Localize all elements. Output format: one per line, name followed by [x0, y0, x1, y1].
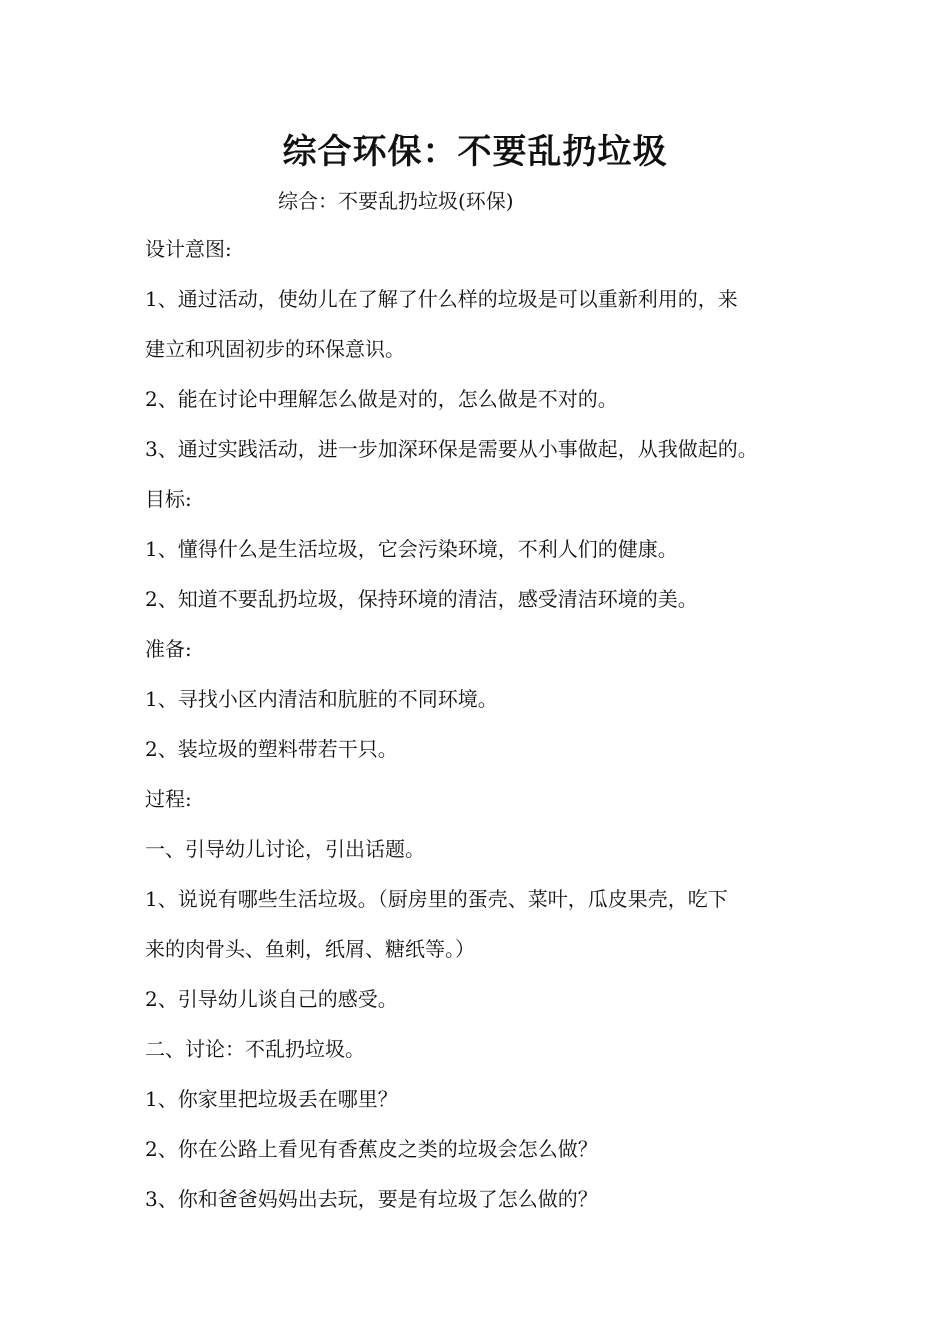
paragraph-line: 1、寻找小区内清洁和肮脏的不同环境。 [145, 687, 498, 711]
paragraph-line: 1、你家里把垃圾丢在哪里？ [145, 1087, 398, 1111]
paragraph-line: 1、通过活动，使幼儿在了解了什么样的垃圾是可以重新利用的，来 [145, 287, 738, 311]
heading-goals: 目标: [145, 487, 192, 511]
paragraph-line: 2、能在讨论中理解怎么做是对的，怎么做是不对的。 [145, 387, 618, 411]
paragraph-line: 建立和巩固初步的环保意识。 [145, 337, 405, 361]
paragraph-line: 2、你在公路上看见有香蕉皮之类的垃圾会怎么做？ [145, 1137, 598, 1161]
section-heading: 二、讨论：不乱扔垃圾。 [145, 1037, 365, 1061]
paragraph-line: 3、你和爸爸妈妈出去玩，要是有垃圾了怎么做的？ [145, 1187, 598, 1211]
paragraph-line: 来的肉骨头、鱼刺，纸屑、糖纸等。） [145, 937, 475, 961]
paragraph-line: 2、引导幼儿谈自己的感受。 [145, 987, 398, 1011]
document-title: 综合环保：不要乱扔垃圾 [282, 132, 668, 172]
document-subtitle: 综合：不要乱扔垃圾(环保) [278, 189, 514, 213]
section-heading: 一、引导幼儿讨论，引出话题。 [145, 837, 425, 861]
document-body [145, 234, 825, 1234]
paragraph-line: 2、知道不要乱扔垃圾，保持环境的清洁，感受清洁环境的美。 [145, 587, 698, 611]
paragraph-line: 1、懂得什么是生活垃圾，它会污染环境，不利人们的健康。 [145, 537, 678, 561]
paragraph-line: 2、装垃圾的塑料带若干只。 [145, 737, 398, 761]
paragraph-line: 3、通过实践活动，进一步加深环保是需要从小事做起，从我做起的。 [145, 437, 758, 461]
heading-process: 过程: [145, 787, 192, 811]
heading-preparation: 准备: [145, 637, 192, 661]
paragraph-line: 1、说说有哪些生活垃圾。（厨房里的蛋壳、菜叶，瓜皮果壳，吃下 [145, 887, 728, 911]
heading-design-intent: 设计意图: [145, 237, 232, 261]
